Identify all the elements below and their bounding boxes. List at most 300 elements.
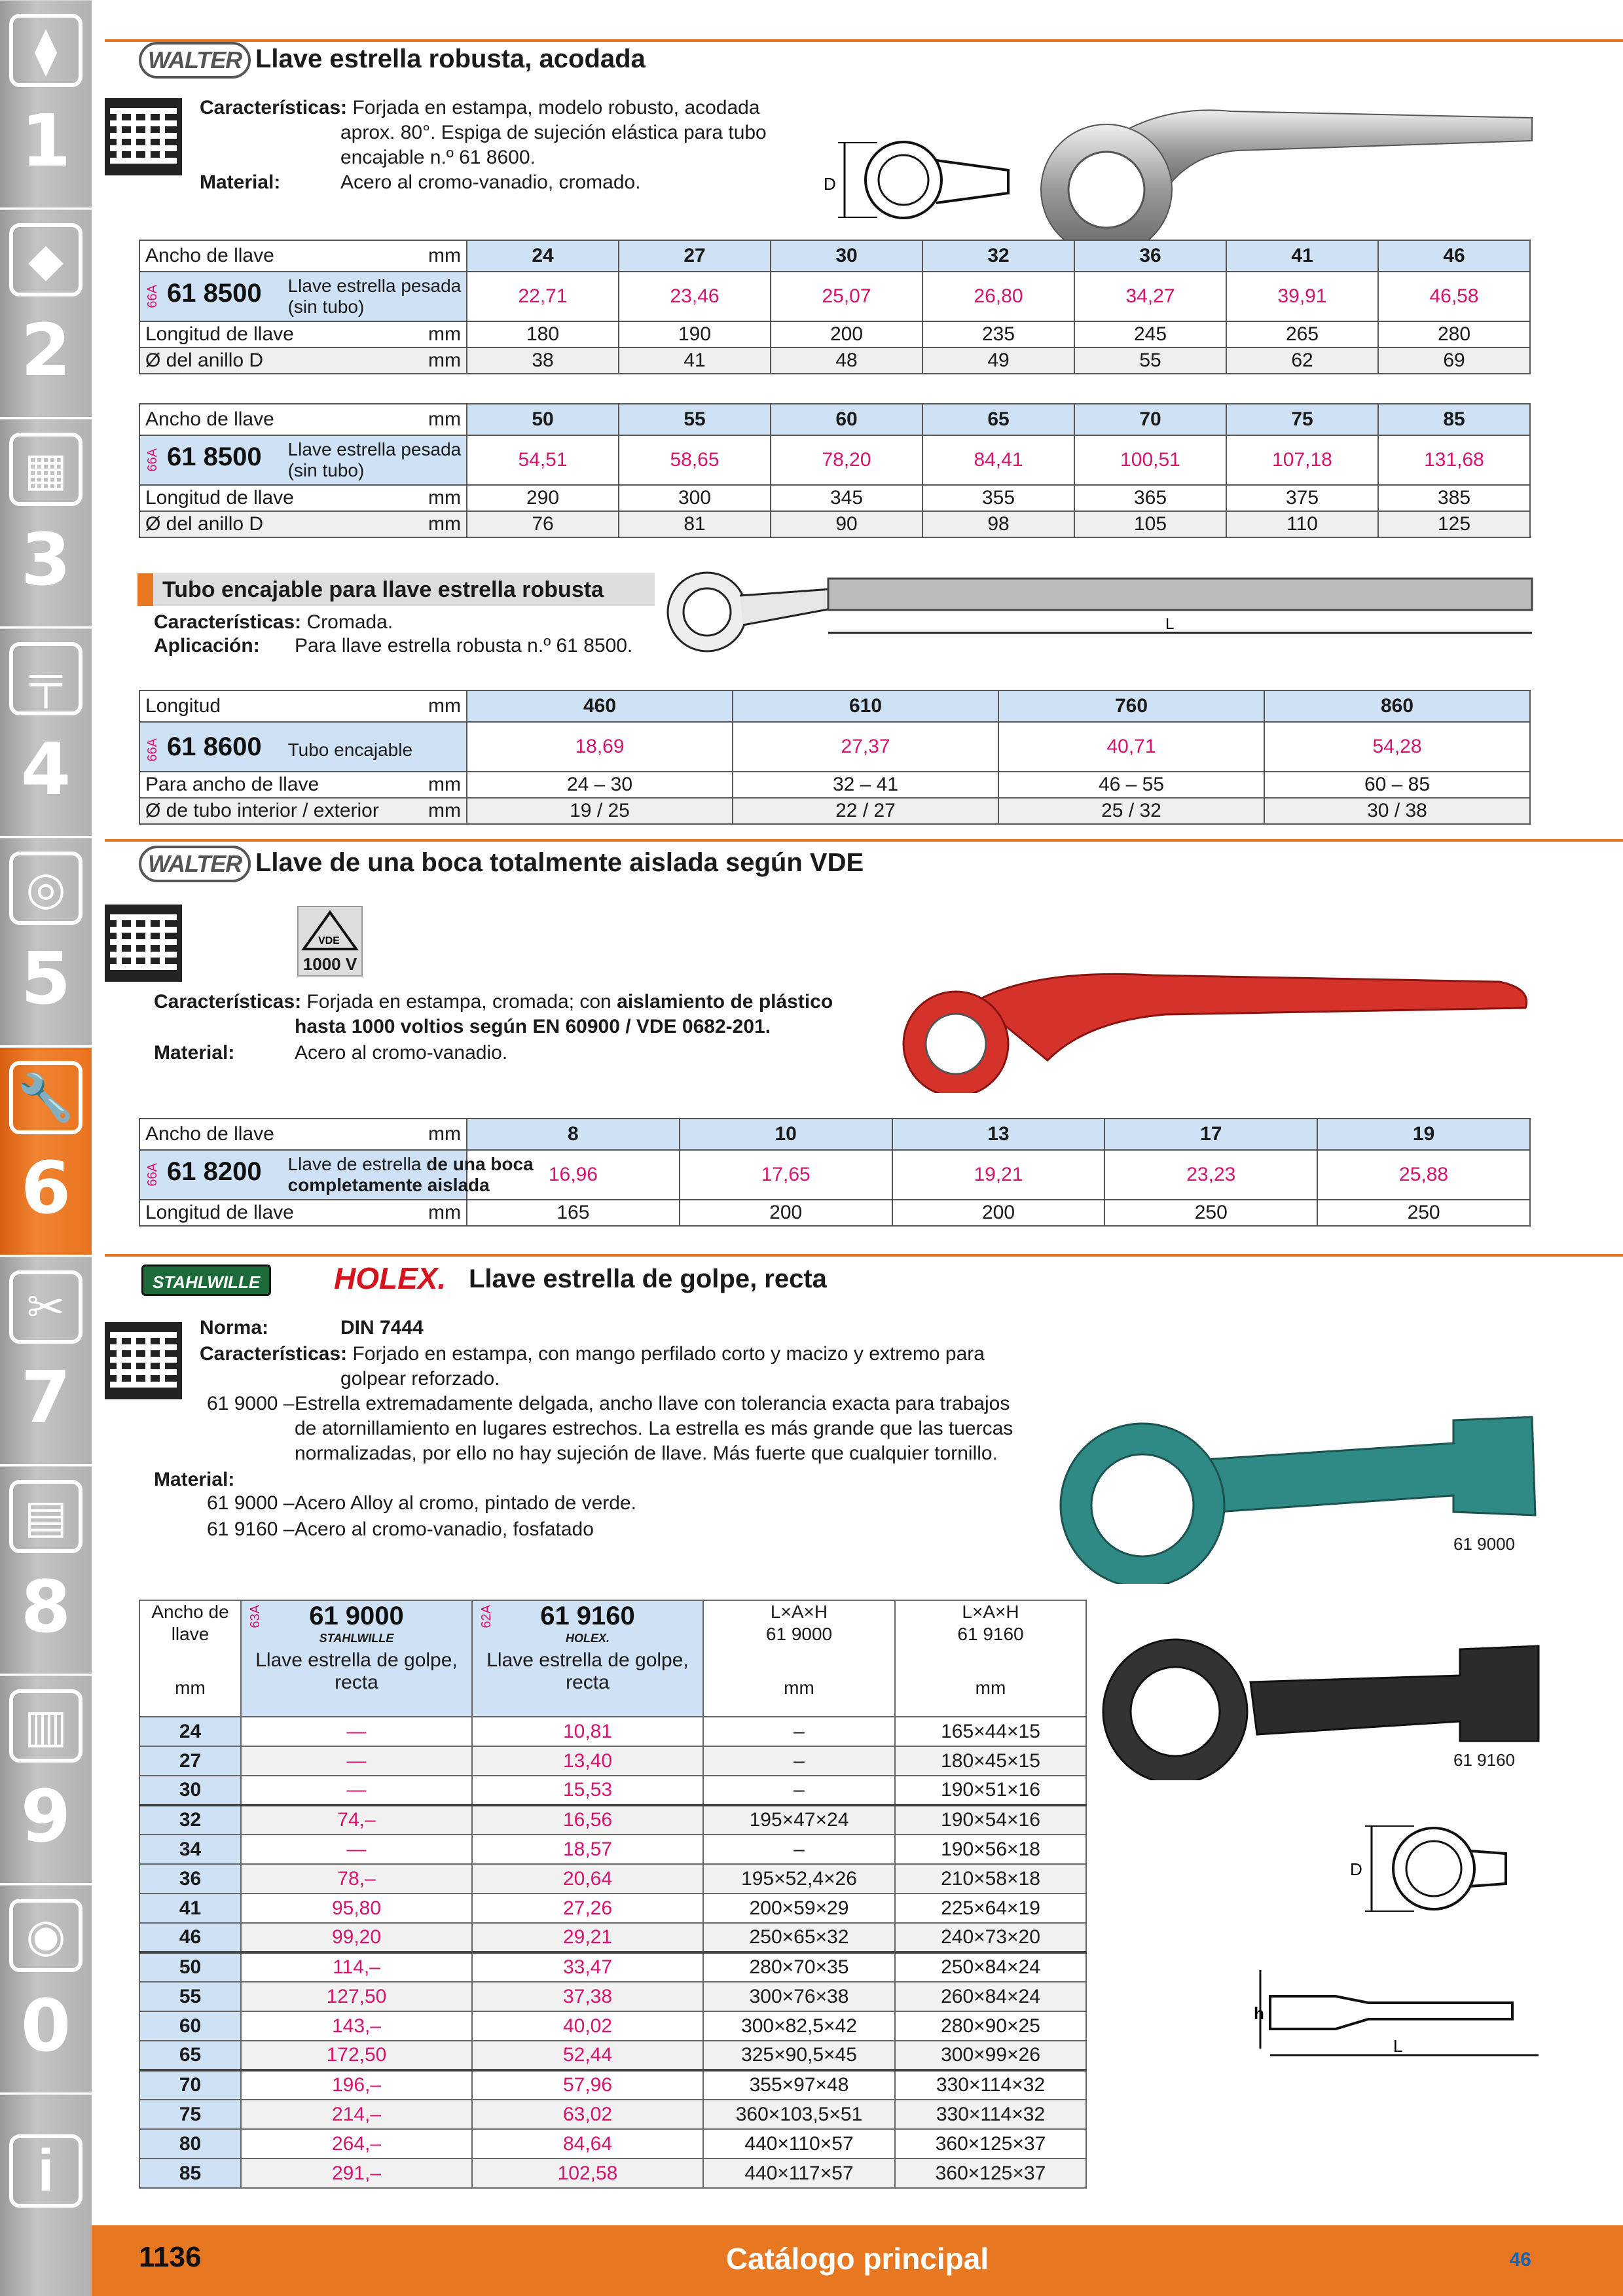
table-header-row xyxy=(139,691,1530,722)
dimension-cell: 190×56×18 xyxy=(895,1835,1086,1864)
section-rule xyxy=(105,39,1623,42)
table-row xyxy=(139,1746,1086,1776)
unit-label: mm xyxy=(784,1677,814,1698)
table-header-row xyxy=(139,404,1530,435)
chapter-tab-6[interactable] xyxy=(0,1047,92,1257)
price-cell: 95,80 xyxy=(241,1893,472,1923)
material-text: Acero Alloy al cromo, pintado de verde. xyxy=(295,1492,636,1514)
table-row xyxy=(139,2159,1086,2188)
desc-line: (sin tubo) xyxy=(287,296,365,317)
price-cell: 18,57 xyxy=(472,1835,703,1864)
walter-logo: WALTER xyxy=(139,846,251,882)
material-text: Acero al cromo-vanadio. xyxy=(295,1042,508,1064)
header-text: 61 9000 xyxy=(765,1624,833,1644)
offset-ring-wrench-image xyxy=(1034,92,1591,249)
image-caption: 61 9160 xyxy=(1453,1750,1515,1770)
dimension-cell: 280×70×35 xyxy=(703,1952,895,1982)
chapter-tab-8[interactable] xyxy=(0,1466,92,1676)
spec-cell: 22 / 27 xyxy=(733,798,998,824)
price-cell: 54,51 xyxy=(467,435,619,485)
wrench-screwdriver-icon: 🔧 xyxy=(9,1061,82,1134)
tube-subheading: Tubo encajable para llave estrella robusta xyxy=(137,573,655,606)
spec-cell: 300 xyxy=(619,485,771,511)
size-cell: 75 xyxy=(1226,404,1378,435)
dimension-cell: 225×64×19 xyxy=(895,1893,1086,1923)
dimension-cell: 180×45×15 xyxy=(895,1746,1086,1776)
note-text: de atornillamiento en lugares estrechos. La estrella es más grande que las tuercas xyxy=(295,1418,1013,1439)
spec-cell: 90 xyxy=(771,511,922,537)
material-label: Material: xyxy=(154,1042,235,1064)
size-cell: 46 xyxy=(139,1923,241,1952)
spec-cell: 190 xyxy=(619,321,771,348)
chapter-number: 9 xyxy=(20,1774,71,1858)
discount-tag: 66A xyxy=(145,448,160,472)
size-cell: 55 xyxy=(619,404,771,435)
spec-row xyxy=(139,485,1530,511)
table-row xyxy=(139,1864,1086,1893)
spec-cell: 365 xyxy=(1074,485,1226,511)
table-row xyxy=(139,2070,1086,2100)
spec-label: Longitud de llave xyxy=(139,1200,414,1226)
price-row xyxy=(139,272,1530,321)
article-code[interactable]: 61 8600 xyxy=(167,732,262,761)
unit-label: mm xyxy=(414,511,467,537)
price-cell: 25,88 xyxy=(1317,1150,1530,1200)
size-cell: 60 xyxy=(139,2011,241,2041)
chapter-tab-0[interactable] xyxy=(0,1885,92,2094)
spec-cell: 105 xyxy=(1074,511,1226,537)
size-cell: 610 xyxy=(733,691,998,722)
spec-cell: 200 xyxy=(680,1200,892,1226)
spec-cell: 30 / 38 xyxy=(1264,798,1530,824)
table-header-row xyxy=(139,1600,1086,1717)
characteristics-text: Forjada en estampa, cromada; con xyxy=(306,991,611,1013)
chapter-tab-7[interactable] xyxy=(0,1257,92,1466)
article-cell xyxy=(139,722,467,772)
size-cell: 860 xyxy=(1264,691,1530,722)
dim-L-label: L xyxy=(1393,2036,1403,2056)
table-row xyxy=(139,2041,1086,2070)
discount-tag: 62A xyxy=(479,1605,494,1628)
brand-mark: HOLEX. xyxy=(565,1632,610,1645)
desc-text: Llave estrella pesada xyxy=(287,439,462,459)
spec-row xyxy=(139,321,1530,348)
spec-cell: 180 xyxy=(467,321,619,348)
dimension-cell: 195×52,4×26 xyxy=(703,1864,895,1893)
article-code[interactable]: 61 8500 xyxy=(167,442,262,471)
spec-cell: 110 xyxy=(1226,511,1378,537)
drill-bit-icon: ⧫ xyxy=(9,14,82,87)
spec-label: Ø del anillo D xyxy=(139,348,414,374)
size-cell: 32 xyxy=(139,1805,241,1835)
price-cell: 172,50 xyxy=(241,2041,472,2070)
desc-text: Llave estrella pesada xyxy=(287,276,462,296)
price-cell: 39,91 xyxy=(1226,272,1378,321)
price-cell: 33,47 xyxy=(472,1952,703,1982)
spec-cell: 49 xyxy=(922,348,1074,374)
ring-diagram-icon xyxy=(812,131,1034,229)
article-code[interactable]: 61 9160 xyxy=(540,1602,635,1630)
size-cell: 34 xyxy=(139,1835,241,1864)
spec-cell: 250 xyxy=(1104,1200,1317,1226)
unit-label: mm xyxy=(414,321,467,348)
article-code[interactable]: 61 9000 xyxy=(309,1602,404,1630)
chapter-number: 0 xyxy=(20,1984,71,2068)
price-cell: 107,18 xyxy=(1226,435,1378,485)
size-cell: 24 xyxy=(139,1717,241,1746)
header-text: L×A×H xyxy=(962,1602,1019,1622)
page-number-alt: 46 xyxy=(1509,2249,1531,2270)
header-text: L×A×H xyxy=(770,1602,828,1622)
tube-with-wrench-image xyxy=(661,569,1539,655)
price-table-61-8500-b xyxy=(139,403,1531,538)
desc-line: Tubo encajable xyxy=(287,739,413,760)
section-title: Llave estrella robusta, acodada xyxy=(255,45,646,73)
spec-row xyxy=(139,798,1530,824)
price-cell: 40,02 xyxy=(472,2011,703,2041)
qr-code-icon[interactable] xyxy=(105,98,182,175)
price-cell: 291,– xyxy=(241,2159,472,2188)
price-cell: 58,65 xyxy=(619,435,771,485)
dimension-cell: 195×47×24 xyxy=(703,1805,895,1835)
spec-cell: 200 xyxy=(771,321,922,348)
spec-cell: 385 xyxy=(1378,485,1530,511)
dimension-cell: 190×54×16 xyxy=(895,1805,1086,1835)
note-code: 61 9000 – xyxy=(207,1393,295,1414)
size-cell: 460 xyxy=(467,691,733,722)
table-header-row xyxy=(139,1119,1530,1150)
size-cell: 27 xyxy=(139,1746,241,1776)
header-label: Longitud xyxy=(139,691,414,722)
norm-value: DIN 7444 xyxy=(340,1317,424,1338)
unit-label: mm xyxy=(414,240,467,272)
price-cell: 127,50 xyxy=(241,1982,472,2011)
chapter-tab-2[interactable] xyxy=(0,209,92,419)
spec-cell: 345 xyxy=(771,485,922,511)
header-desc: Llave estrella de golpe, xyxy=(486,1649,689,1671)
column-header xyxy=(472,1600,703,1717)
insulated-wrench-image xyxy=(890,962,1539,1093)
table-row xyxy=(139,2100,1086,2129)
dimension-cell: 300×82,5×42 xyxy=(703,2011,895,2041)
price-cell: 131,68 xyxy=(1378,435,1530,485)
dimension-cell: 325×90,5×45 xyxy=(703,2041,895,2070)
desc-text: Llave de estrella xyxy=(287,1154,422,1174)
characteristics-label: Características: xyxy=(200,97,348,118)
characteristics-label: Características: xyxy=(154,991,302,1013)
header-text: llave xyxy=(171,1624,210,1644)
price-cell: 10,81 xyxy=(472,1717,703,1746)
page-footer xyxy=(92,2225,1623,2296)
spec-cell: 60 – 85 xyxy=(1264,772,1530,798)
dimension-cell: 260×84×24 xyxy=(895,1982,1086,2011)
price-cell: 25,07 xyxy=(771,272,922,321)
table-row xyxy=(139,1717,1086,1746)
qr-code-icon[interactable] xyxy=(105,905,182,982)
dimension-cell: 165×44×15 xyxy=(895,1717,1086,1746)
application-label: Aplicación: xyxy=(154,635,260,656)
header-desc: recta xyxy=(566,1672,610,1693)
characteristics-text: Forjado en estampa, con mango perfilado corto y macizo y extremo para xyxy=(352,1343,985,1365)
spec-cell: 265 xyxy=(1226,321,1378,348)
vde-mark: VDE xyxy=(318,935,340,946)
dimension-cell: 210×58×18 xyxy=(895,1864,1086,1893)
header-label: Ancho de llave xyxy=(139,404,414,435)
desc-line xyxy=(288,1154,534,1175)
characteristics-label: Características: xyxy=(200,1343,348,1365)
unit-label: mm xyxy=(414,772,467,798)
spec-cell: 41 xyxy=(619,348,771,374)
article-code[interactable]: 61 8500 xyxy=(167,278,262,308)
note-text: normalizadas, por ello no hay sujeción de llave. Más fuerte que cualquier tornillo. xyxy=(295,1443,998,1464)
chapter-tab-i[interactable] xyxy=(0,2094,92,2296)
price-cell: 23,23 xyxy=(1104,1150,1317,1200)
desc-line xyxy=(288,276,462,296)
article-desc xyxy=(288,740,412,761)
characteristics-text: aprox. 80°. Espiga de sujeción elástica para tubo xyxy=(340,122,767,143)
price-cell: 74,– xyxy=(241,1805,472,1835)
price-cell: 100,51 xyxy=(1074,435,1226,485)
spec-row xyxy=(139,1200,1530,1226)
pliers-icon: ✂ xyxy=(9,1270,82,1344)
section-title: Llave de una boca totalmente aislada según VDE xyxy=(255,848,864,877)
unit-label: mm xyxy=(975,1677,1006,1698)
section-rule xyxy=(105,1254,1623,1257)
qr-code-icon[interactable] xyxy=(105,1322,182,1399)
spec-cell: 46 – 55 xyxy=(998,772,1264,798)
price-cell: 19,21 xyxy=(892,1150,1105,1200)
spec-row xyxy=(139,772,1530,798)
spec-cell: 19 / 25 xyxy=(467,798,733,824)
caliper-icon: ╤ xyxy=(9,642,82,715)
norm-label: Norma: xyxy=(200,1317,269,1338)
spec-cell: 81 xyxy=(619,511,771,537)
spec-cell: 55 xyxy=(1074,348,1226,374)
size-cell: 55 xyxy=(139,1982,241,2011)
size-cell: 75 xyxy=(139,2100,241,2129)
price-cell: 23,46 xyxy=(619,272,771,321)
chapter-number: 5 xyxy=(20,937,71,1020)
table-row xyxy=(139,2129,1086,2159)
price-cell: 26,80 xyxy=(922,272,1074,321)
chapter-tabs xyxy=(0,0,92,2296)
chapter-number: 4 xyxy=(20,727,71,811)
size-cell: 30 xyxy=(139,1776,241,1805)
price-table-striking-wrench xyxy=(139,1600,1087,2189)
column-header xyxy=(241,1600,472,1717)
price-row xyxy=(139,1150,1530,1200)
price-table-61-8600 xyxy=(139,690,1531,825)
spec-cell: 76 xyxy=(467,511,619,537)
unit-label: mm xyxy=(175,1677,206,1698)
size-cell: 13 xyxy=(892,1119,1105,1150)
spec-row xyxy=(139,511,1530,537)
price-cell: 196,– xyxy=(241,2070,472,2100)
price-cell: 84,64 xyxy=(472,2129,703,2159)
price-cell: 54,28 xyxy=(1264,722,1530,772)
header-desc: Llave estrella de golpe, xyxy=(255,1649,458,1671)
price-cell: 18,69 xyxy=(467,722,733,772)
saw-blade-icon: ◎ xyxy=(9,852,82,925)
article-cell xyxy=(139,435,467,485)
price-cell: 214,– xyxy=(241,2100,472,2129)
spec-cell: 290 xyxy=(467,485,619,511)
size-cell: 46 xyxy=(1378,240,1530,272)
dimension-cell: – xyxy=(703,1776,895,1805)
header-label: Ancho de llave xyxy=(139,1119,414,1150)
price-cell: 37,38 xyxy=(472,1982,703,2011)
column-header xyxy=(139,1600,241,1717)
characteristics-text: Forjada en estampa, modelo robusto, acodada xyxy=(352,97,760,118)
toolcase-icon: ▤ xyxy=(9,1480,82,1553)
dimension-cell: 200×59×29 xyxy=(703,1893,895,1923)
column-header xyxy=(895,1600,1086,1717)
dimension-cell: 250×84×24 xyxy=(895,1952,1086,1982)
green-striking-wrench-image xyxy=(1048,1407,1545,1584)
price-cell: 13,40 xyxy=(472,1746,703,1776)
discount-tag: 66A xyxy=(145,738,160,762)
price-cell: 27,26 xyxy=(472,1893,703,1923)
dimension-cell: 330×114×32 xyxy=(895,2070,1086,2100)
size-cell: 19 xyxy=(1317,1119,1530,1150)
price-cell: 102,58 xyxy=(472,2159,703,2188)
tool-holder-icon: ▦ xyxy=(9,433,82,506)
spec-cell: 98 xyxy=(922,511,1074,537)
characteristics-bold: hasta 1000 voltios según EN 60900 / VDE 0682-201. xyxy=(295,1016,771,1037)
chapter-number: 7 xyxy=(20,1355,71,1439)
article-code[interactable]: 61 8200 xyxy=(167,1157,262,1186)
size-cell: 80 xyxy=(139,2129,241,2159)
dimension-cell: 280×90×25 xyxy=(895,2011,1086,2041)
price-cell: 16,96 xyxy=(467,1150,680,1200)
table-row xyxy=(139,1835,1086,1864)
dimension-cell: 330×114×32 xyxy=(895,2100,1086,2129)
price-row xyxy=(139,435,1530,485)
price-row xyxy=(139,722,1530,772)
size-cell: 36 xyxy=(1074,240,1226,272)
unit-label: mm xyxy=(414,691,467,722)
walter-logo: WALTER xyxy=(139,42,251,79)
size-cell: 41 xyxy=(1226,240,1378,272)
chapter-tab-4[interactable] xyxy=(0,628,92,838)
size-cell: 60 xyxy=(771,404,922,435)
size-cell: 85 xyxy=(1378,404,1530,435)
size-cell: 32 xyxy=(922,240,1074,272)
unit-label: mm xyxy=(414,485,467,511)
image-caption: 61 9000 xyxy=(1453,1534,1515,1554)
unit-label: mm xyxy=(414,348,467,374)
price-cell: 63,02 xyxy=(472,2100,703,2129)
chapter-number: 8 xyxy=(20,1565,71,1649)
section-title: Llave estrella de golpe, recta xyxy=(469,1265,827,1293)
price-cell: 114,– xyxy=(241,1952,472,1982)
characteristics-bold: aislamiento de plástico xyxy=(617,991,833,1013)
price-cell: 20,64 xyxy=(472,1864,703,1893)
chapter-tab-9[interactable] xyxy=(0,1676,92,1885)
price-cell: 143,– xyxy=(241,2011,472,2041)
desc-bold: de una boca xyxy=(426,1154,534,1174)
size-cell: 10 xyxy=(680,1119,892,1150)
cabinet-icon: ▥ xyxy=(9,1689,82,1763)
table-row xyxy=(139,1923,1086,1952)
price-cell: 78,20 xyxy=(771,435,922,485)
dim-L-label: L xyxy=(1165,615,1175,633)
spec-cell: 250 xyxy=(1317,1200,1530,1226)
characteristics-text: Cromada. xyxy=(306,611,393,633)
chapter-number: 6 xyxy=(20,1146,71,1230)
header-label: Ancho de llave xyxy=(139,240,414,272)
size-cell: 70 xyxy=(139,2070,241,2100)
dimension-cell: 360×125×37 xyxy=(895,2159,1086,2188)
price-cell: 99,20 xyxy=(241,1923,472,1952)
header-desc: recta xyxy=(335,1672,378,1693)
material-text: Acero al cromo-vanadio, fosfatado xyxy=(295,1518,594,1540)
size-cell: 30 xyxy=(771,240,922,272)
price-table-61-8500-a xyxy=(139,240,1531,374)
stahlwille-logo: STAHLWILLE xyxy=(141,1265,271,1296)
article-desc xyxy=(288,1154,534,1196)
table-row xyxy=(139,1776,1086,1805)
material-text: Acero al cromo-vanadio, cromado. xyxy=(340,171,641,193)
article-desc xyxy=(288,439,462,481)
safety-goggles-icon: ◉ xyxy=(9,1899,82,1972)
size-cell: 65 xyxy=(922,404,1074,435)
price-table-61-8200 xyxy=(139,1118,1531,1227)
brand-mark: STAHLWILLE xyxy=(319,1632,394,1645)
catalog-title: Catálogo principal xyxy=(725,2242,989,2276)
spec-cell: 38 xyxy=(467,348,619,374)
spec-cell: 375 xyxy=(1226,485,1378,511)
table-row xyxy=(139,1805,1086,1835)
chapter-tab-1[interactable] xyxy=(0,0,92,209)
note-text: Estrella extremadamente delgada, ancho llave con tolerancia exacta para trabajos xyxy=(295,1393,1010,1414)
spec-label: Longitud de llave xyxy=(139,485,414,511)
spec-label: Ø de tubo interior / exterior xyxy=(139,798,414,824)
dim-D-label: D xyxy=(824,174,836,194)
chapter-tab-3[interactable] xyxy=(0,419,92,628)
info-icon: i xyxy=(9,2134,82,2208)
size-cell: 17 xyxy=(1104,1119,1317,1150)
chapter-tab-5[interactable] xyxy=(0,838,92,1047)
price-cell: 27,37 xyxy=(733,722,998,772)
chapter-number: 2 xyxy=(20,308,71,392)
price-cell: — xyxy=(241,1746,472,1776)
size-cell: 24 xyxy=(467,240,619,272)
size-cell: 70 xyxy=(1074,404,1226,435)
dim-D-label: D xyxy=(1350,1859,1362,1879)
size-cell: 85 xyxy=(139,2159,241,2188)
price-cell: — xyxy=(241,1776,472,1805)
unit-label: mm xyxy=(414,404,467,435)
cutting-insert-icon: ◆ xyxy=(9,223,82,296)
spec-row xyxy=(139,348,1530,374)
vde-badge xyxy=(297,906,363,977)
spec-cell: 245 xyxy=(1074,321,1226,348)
material-code: 61 9160 – xyxy=(207,1518,295,1540)
dimension-cell: 240×73×20 xyxy=(895,1923,1086,1952)
table-header-row xyxy=(139,240,1530,272)
size-cell: 27 xyxy=(619,240,771,272)
dimension-cell: 440×117×57 xyxy=(703,2159,895,2188)
price-cell: 84,41 xyxy=(922,435,1074,485)
price-cell: — xyxy=(241,1717,472,1746)
characteristics-text: encajable n.º 61 8600. xyxy=(340,147,536,168)
column-header xyxy=(703,1600,895,1717)
size-cell: 760 xyxy=(998,691,1264,722)
desc-line: (sin tubo) xyxy=(287,460,365,480)
size-cell: 50 xyxy=(467,404,619,435)
striking-wrench-side-diagram-icon xyxy=(1237,1957,1545,2068)
